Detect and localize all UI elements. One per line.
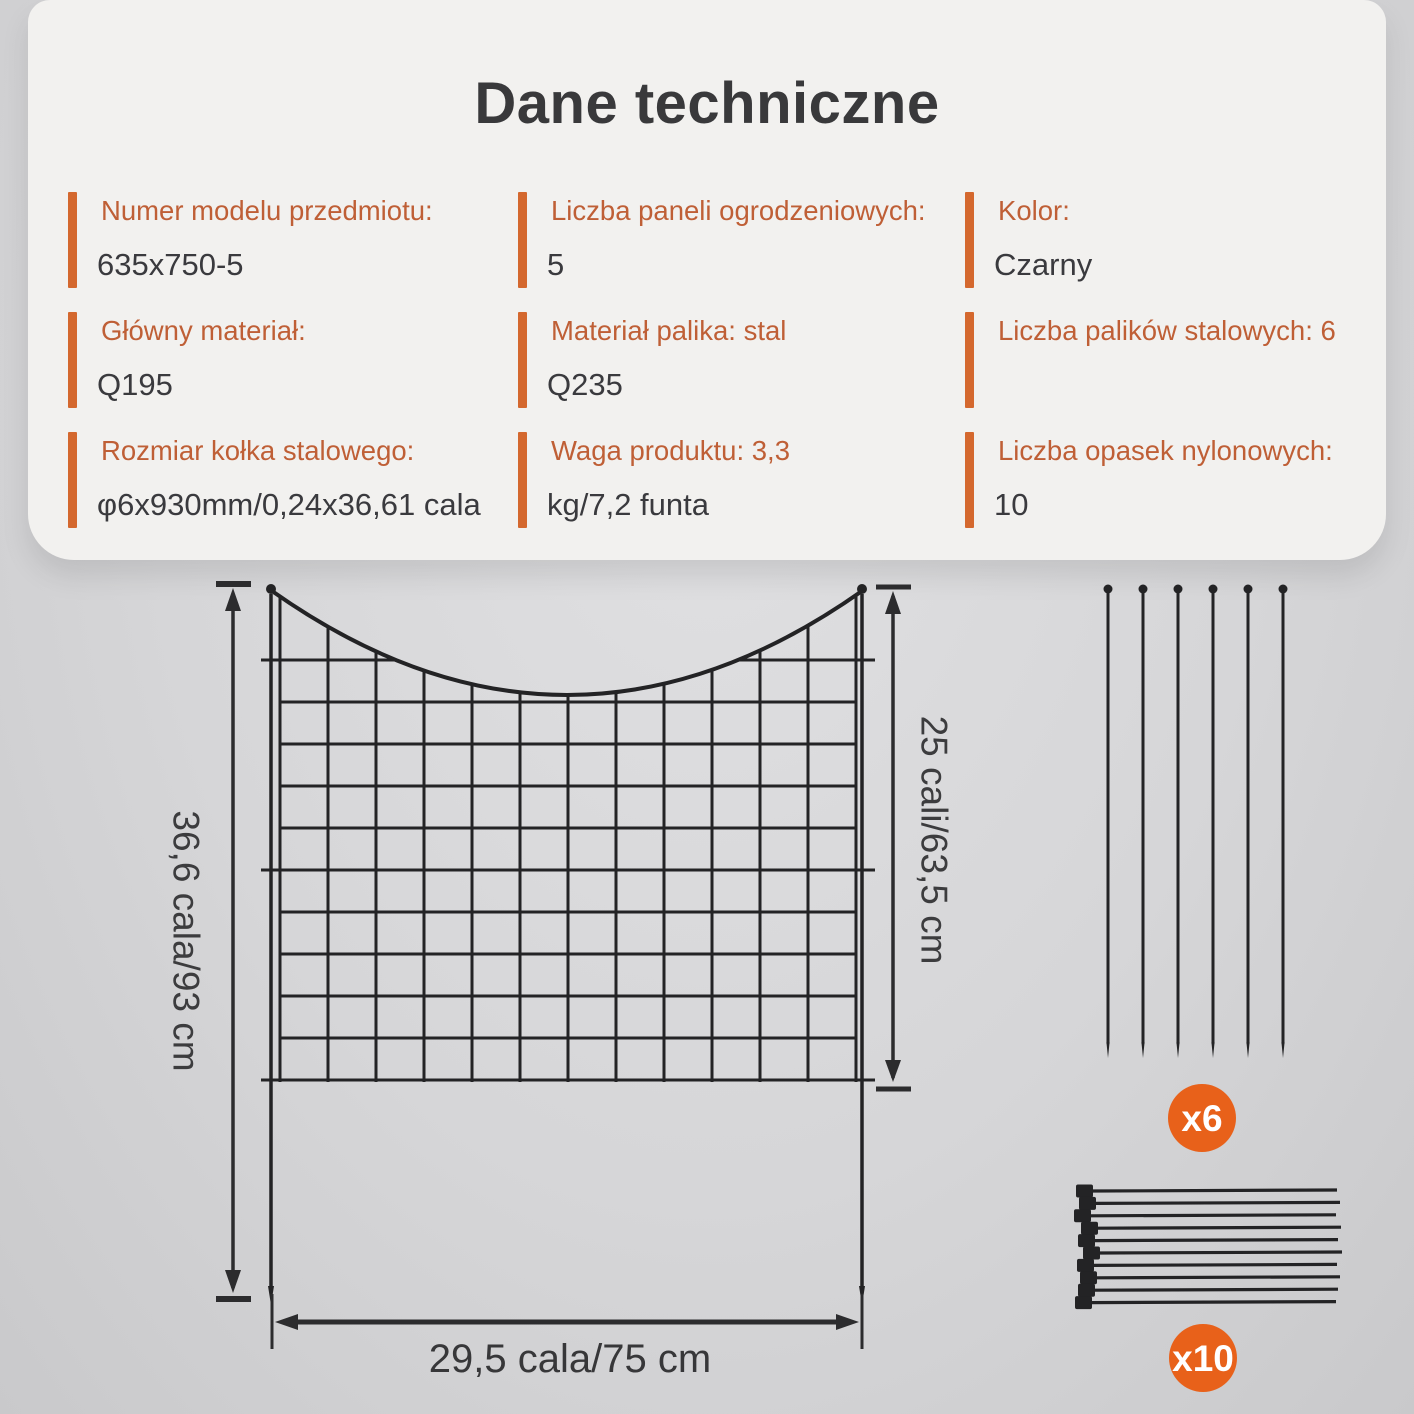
spec-label: Główny materiał: — [101, 315, 306, 346]
spec-value: Q195 — [97, 367, 173, 402]
spec-label: Waga produktu: 3,3 — [551, 435, 790, 466]
spec-color — [965, 192, 1386, 290]
accent-bar — [965, 432, 974, 528]
accent-bar — [518, 192, 527, 288]
fence-top-curve — [272, 591, 862, 695]
spec-stake-material — [518, 312, 965, 410]
spec-steel-peg-size — [68, 432, 518, 530]
fence-stake-left — [266, 584, 276, 1305]
accent-bar — [965, 312, 974, 408]
spec-product-weight — [518, 432, 965, 530]
fence-diagram — [0, 560, 1414, 1414]
spec-label: Rozmiar kołka stalowego: — [101, 435, 415, 466]
spec-label: Liczba opasek nylonowych: — [998, 435, 1333, 466]
fence-panel — [261, 570, 875, 1305]
spec-label: Liczba paneli ogrodzeniowych: — [551, 195, 926, 226]
width-label: 29,5 cala/75 cm — [428, 1337, 712, 1381]
spec-panel-count — [518, 192, 965, 290]
accent-bar — [518, 432, 527, 528]
spec-label: Numer modelu przedmiotu: — [101, 195, 433, 226]
spec-value: Czarny — [994, 247, 1093, 282]
spec-label: Liczba palików stalowych: 6 — [998, 315, 1336, 346]
fence-stake-right — [857, 584, 867, 1305]
stakes-count-label: x6 — [1181, 1098, 1223, 1139]
spec-label: Kolor: — [998, 195, 1070, 226]
accent-bar — [965, 192, 974, 288]
spec-grid — [68, 192, 1386, 530]
spec-label: Materiał palika: stal — [551, 315, 787, 346]
spec-value: 10 — [994, 487, 1029, 522]
ties-count-label: x10 — [1172, 1338, 1234, 1379]
spec-value: 635x750-5 — [97, 247, 244, 282]
cable-ties — [1074, 1185, 1342, 1310]
accent-bar — [68, 432, 77, 528]
page-title: Dane techniczne — [474, 71, 940, 136]
spec-value: kg/7,2 funta — [547, 487, 710, 522]
accent-bar — [518, 312, 527, 408]
spec-value: φ6x930mm/0,24x36,61 cala — [97, 487, 481, 522]
spec-value: Q235 — [547, 367, 623, 402]
spec-model-number — [68, 192, 518, 290]
accent-bar — [68, 192, 77, 288]
spec-value: 5 — [547, 247, 565, 282]
steel-stakes — [1104, 585, 1288, 1059]
spec-steel-stake-count — [965, 312, 1386, 410]
dimension-panel-height — [876, 587, 911, 1089]
spec-card — [28, 0, 1386, 560]
panel-height-label: 25 cali/63,5 cm — [913, 715, 955, 965]
spec-main-material — [68, 312, 518, 410]
total-height-label: 36,6 cala/93 cm — [165, 810, 207, 1072]
accent-bar — [68, 312, 77, 408]
dimension-total-height — [216, 584, 251, 1299]
spec-nylon-tie-count — [965, 432, 1386, 530]
